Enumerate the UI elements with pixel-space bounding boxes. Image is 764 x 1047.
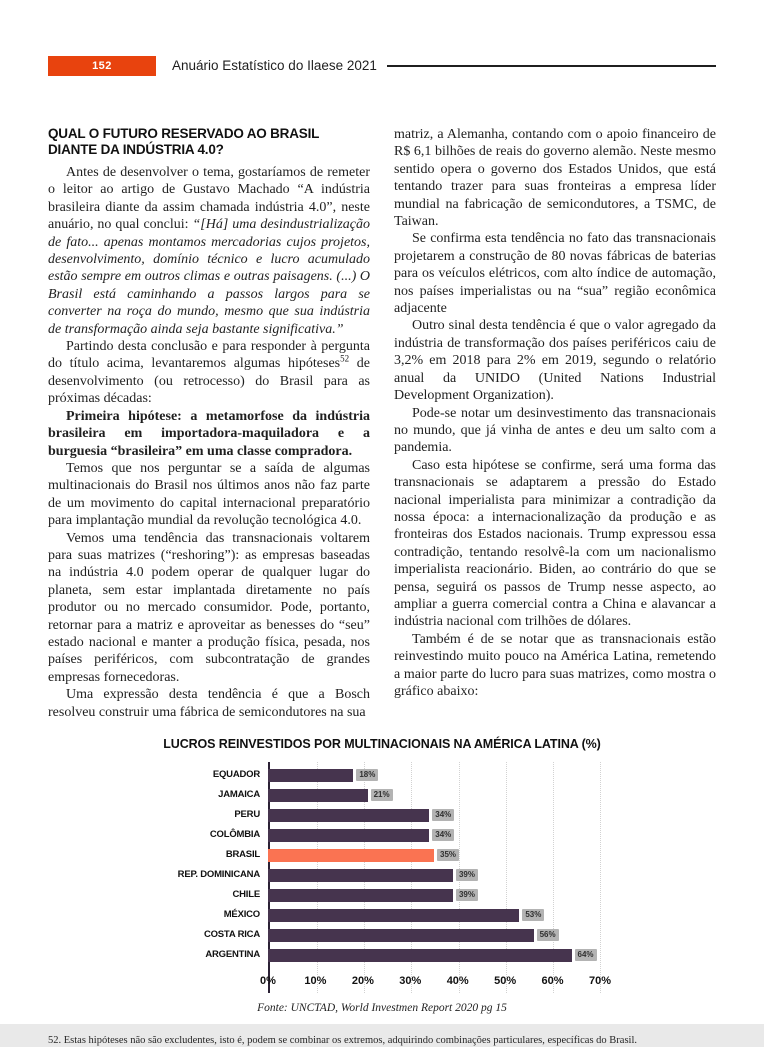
value-badge: 53% xyxy=(522,909,544,921)
x-tick: 20% xyxy=(351,975,374,987)
x-axis xyxy=(260,974,612,990)
value-badge: 64% xyxy=(575,949,597,961)
x-tick: 70% xyxy=(588,975,612,987)
bar-track xyxy=(268,949,600,962)
paragraph-reshoring: Vemos uma tendência das transnacionais voltarem para suas matrizes (“reshoring”): as empresas baseadas na indústria 4.0 podem operar de qualquer lugar do planeta, sem estar implantada diretamente no país produtor ou no mercado consumidor. Pode, portanto, retornar para a matriz e aproveitar as benesses do “seu” estado nacional e manter a produção física, pesada, nos países periféricos, com subcontratação de grandes empresas fornecedoras. xyxy=(48,530,370,685)
category-label: MÉXICO xyxy=(223,909,260,921)
bar-track xyxy=(268,809,600,822)
bar xyxy=(268,809,429,822)
text-segment-quote: “[Há] uma desindustrialização de fato... apenas montamos mercadorias cujos projetos, desenvolvimento, domínio técnico e lucro acumulado estão sempre em outros climas e outras paisagens. (...) O Brasil está caminhando a passos largos para se converter na roça do mundo, mesmo que sua indústria de transformação ainda seja bastante significativa.” xyxy=(48,217,370,337)
chart-row-costa-rica xyxy=(164,925,600,945)
x-tick: 10% xyxy=(304,975,327,987)
category-label: COSTA RICA xyxy=(203,929,260,941)
right-column xyxy=(394,126,716,721)
bar-chart xyxy=(48,737,716,1015)
value-badge: 18% xyxy=(356,769,378,781)
article-heading: QUAL O FUTURO RESERVADO AO BRASIL DIANTE DA INDÚSTRIA 4.0? xyxy=(48,126,319,157)
chart-row-jamaica xyxy=(164,785,600,805)
value-badge: 21% xyxy=(371,789,393,801)
chart-row-peru xyxy=(164,805,600,825)
bar-track xyxy=(268,769,600,782)
bar-track xyxy=(268,849,600,862)
bar-track xyxy=(268,829,600,842)
paragraph-bosch-continued: matriz, a Alemanha, contando com o apoio financeiro de R$ 6,1 bilhões de reais do governo alemão. Neste mesmo sentido opera o governo dos Estados Unidos, que está tentando trazer para suas fronteiras a empresa líder mundial na fabricação de semicondutores, a TSMC, de Taiwan. xyxy=(394,127,716,230)
paragraph-battery-factories: Se confirma esta tendência no fato das transnacionais projetarem a construção de 80 novas fábricas de baterias para os veículos elétricos, com alto índice de automação, nos países imperialistas ou na “sua” região econômica adjacente xyxy=(394,231,716,317)
value-badge: 56% xyxy=(537,929,559,941)
paragraph-disinvestment: Pode-se notar um desinvestimento das transnacionais no mundo, que já vinha de antes e deu um salto com a pandemia. xyxy=(394,405,716,456)
header-rule xyxy=(387,65,716,67)
bar-track xyxy=(268,889,600,902)
category-label: EQUADOR xyxy=(212,769,260,781)
bar-track xyxy=(268,929,600,942)
bar xyxy=(268,889,453,902)
gridline-70 xyxy=(600,762,601,993)
category-label: JAMAICA xyxy=(218,789,260,801)
chart-plot-area xyxy=(164,765,612,990)
chart-row-colombia xyxy=(164,825,600,845)
bar xyxy=(268,869,453,882)
paragraph-trump-biden: Caso esta hipótese se confirme, será uma forma das transnacionais se adaptarem a pressão do Estado nacional imperialista para minimizar a contradição da nossa época: a internacionalização da produção e as fronteiras dos Estados nacionais. Trump expressou essa contradição, tentando resolvê-la com um nacionalismo imperialista reacionário. Biden, ao contrário do que se pensa, seguirá os passos de Trump nesse aspecto, ao ampliar a guerra comercial contra a China e alavancar a indústria nacional com trilhões de dólares. xyxy=(394,457,716,630)
category-label: REP. DOMINICANA xyxy=(177,869,260,881)
text-segment: Antes de desenvolver o tema, gostaríamos de remeter o leitor ao artigo de Gustavo Machado “A indústria brasileira diante da assim chamada indústria 4.0”, neste anuário, no qual conclui: xyxy=(48,165,370,233)
bar xyxy=(268,829,429,842)
text-segment: Partindo desta conclusão e para responder à pergunta do título acima, levantaremos algumas hipóteses xyxy=(48,339,370,372)
paragraph-bosch: Uma expressão desta tendência é que a Bosch resolveu construir uma fábrica de semicondutores na sua xyxy=(48,687,370,720)
value-badge: 39% xyxy=(456,869,478,881)
paragraph-hypotheses xyxy=(48,338,370,408)
bar xyxy=(268,949,572,962)
category-label: COLÔMBIA xyxy=(209,829,260,841)
category-label: BRASIL xyxy=(225,849,260,861)
x-tick: 0% xyxy=(260,975,276,987)
x-tick: 40% xyxy=(446,975,469,987)
category-label: PERU xyxy=(234,809,260,821)
value-badge: 34% xyxy=(432,809,454,821)
chart-source: Fonte: UNCTAD, World Investmen Report 2020 pg 15 xyxy=(257,1002,507,1014)
bar-highlight xyxy=(268,849,434,862)
text-segment: de desenvolvimento (ou retrocesso) do Brasil para as próximas décadas: xyxy=(48,356,371,407)
category-label: CHILE xyxy=(232,889,260,901)
chart-title: LUCROS REINVESTIDOS POR MULTINACIONAIS NA AMÉRICA LATINA (%) xyxy=(163,737,601,751)
value-badge: 35% xyxy=(437,849,459,861)
paragraph-first-hypothesis: Primeira hipótese: a metamorfose da indústria brasileira em importadora-maquiladora e a burguesia “brasileira” em uma classe compradora. xyxy=(48,408,370,459)
paragraph-unido: Outro sinal desta tendência é que o valor agregado da indústria de transformação dos países periféricos caiu de 3,2% em 2018 para 2% em 2019, segundo o relatório anual da UNIDO (United Nations Industrial Development Organization). xyxy=(394,318,716,404)
bar xyxy=(268,909,519,922)
chart-row-argentina xyxy=(164,945,600,965)
x-tick: 30% xyxy=(399,975,422,987)
chart-row-chile xyxy=(164,885,600,905)
bar xyxy=(268,769,353,782)
page-number-badge: 152 xyxy=(48,56,156,76)
chart-row-equador xyxy=(164,765,600,785)
footnote-reference: 52 xyxy=(340,353,350,364)
chart-row-brasil xyxy=(164,845,600,865)
header-title: Anuário Estatístico do Ilaese 2021 xyxy=(172,58,377,73)
left-column xyxy=(48,126,370,721)
bar xyxy=(268,929,534,942)
value-badge: 39% xyxy=(456,889,478,901)
bar-track xyxy=(268,789,600,802)
category-label: ARGENTINA xyxy=(205,949,260,961)
article-body xyxy=(48,126,716,721)
value-badge: 34% xyxy=(432,829,454,841)
x-tick: 50% xyxy=(494,975,517,987)
page-header xyxy=(48,56,716,76)
chart-row-mexico xyxy=(164,905,600,925)
chart-row-rep-dominicana xyxy=(164,865,600,885)
bar-track xyxy=(268,869,600,882)
paragraph-multinationals: Temos que nos perguntar se a saída de algumas multinacionais do Brasil nos últimos anos não faz parte de um movimento do capital internacional preparatório para implantação mundial da revolução tecnológica 4.0. xyxy=(48,460,370,529)
bar xyxy=(268,789,368,802)
x-tick: 60% xyxy=(541,975,564,987)
paragraph-chart-lead: Também é de se notar que as transnacionais estão reinvestindo muito pouco na América Latina, remetendo a maior parte do lucro para suas matrizes, como mostra o gráfico abaixo: xyxy=(394,631,716,699)
paragraph-intro xyxy=(48,164,370,338)
bar-track xyxy=(268,909,600,922)
footnote-52: 52. Estas hipóteses não são excludentes, isto é, podem se combinar os extremos, adquirindo combinações particulares, específicas do Brasil. xyxy=(48,1035,638,1046)
